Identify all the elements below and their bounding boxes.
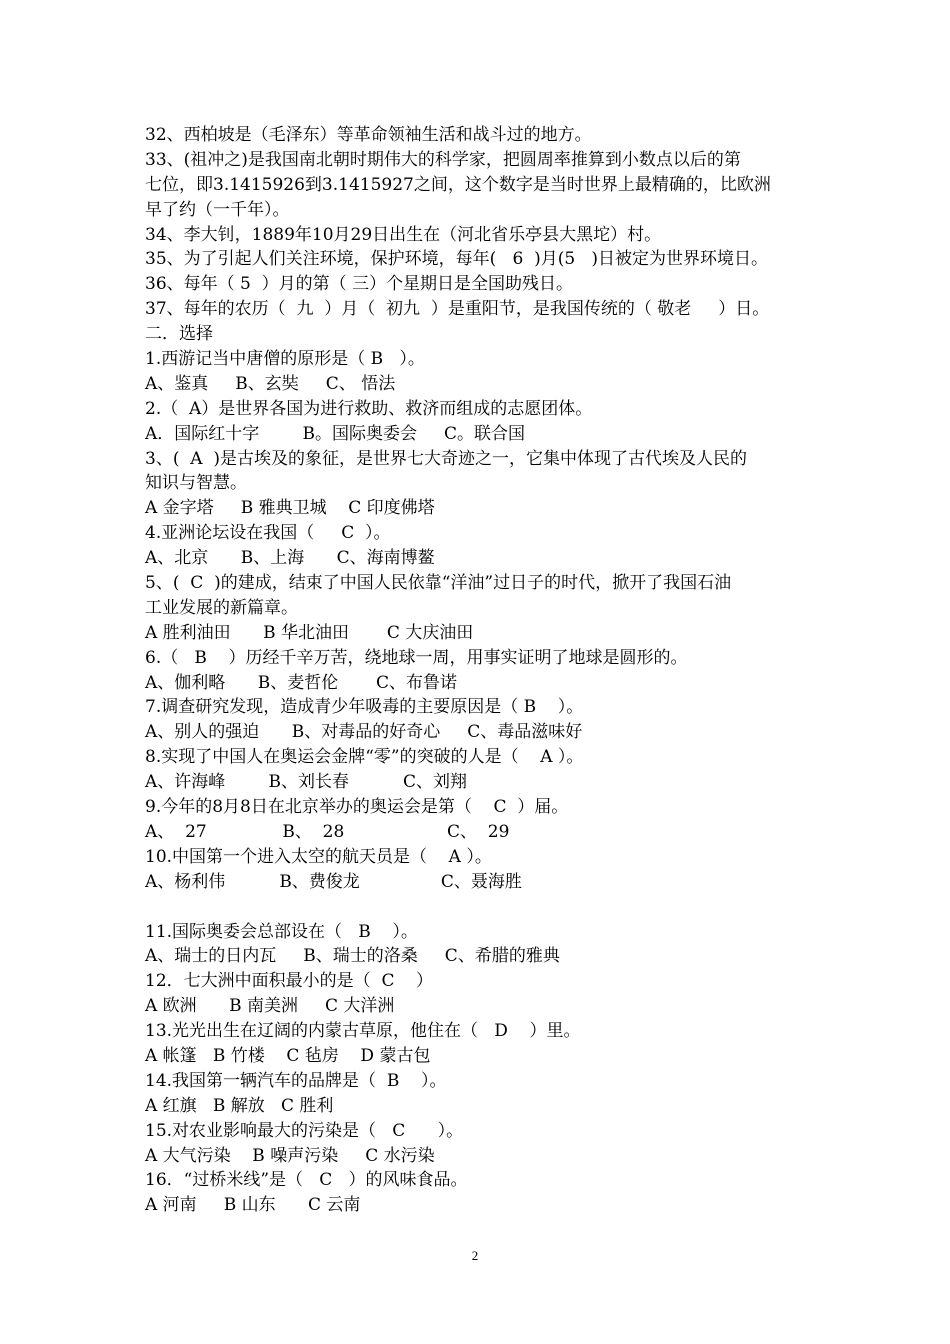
text-line: 33、(祖冲之)是我国南北朝时期伟大的科学家，把圆周率推算到小数点以后的第 [145,149,741,170]
text-line: 早了约（一千年）。 [145,199,290,220]
text-line: 9.今年的8月8日在北京举办的奥运会是第（ C ）届。 [145,797,569,818]
text-line: 七位，即3.1415926到3.1415927之间，这个数字是当时世界上最精确的，比欧洲 [145,174,771,195]
page-number: 2 [471,1248,479,1263]
text-line: A 金字塔 B 雅典卫城 C 印度佛塔 [145,498,435,519]
text-line: A、伽利略 B、麦哲伦 C、布鲁诺 [145,672,458,693]
text-line: A、许海峰 B、刘长春 C、刘翔 [145,772,468,793]
text-line: 34、李大钊，1889年10月29日出生在（河北省乐亭县大黑坨）村。 [145,224,662,245]
text-line: A、杨利伟 B、费俊龙 C、聂海胜 [145,871,522,892]
text-line: 7.调查研究发现，造成青少年吸毒的主要原因是（ B ）。 [145,697,584,718]
text-line: 36、每年（ 5 ）月的第（ 三）个星期日是全国助残日。 [145,274,574,295]
text-line: 37、每年的农历（ 九 ）月（ 初九 ）是重阳节，是我国传统的（ 敬老 ）日。 [145,299,770,320]
text-line: 10.中国第一个进入太空的航天员是（ A ）。 [145,846,492,867]
text-line: 3、( A )是古埃及的象征，是世界七大奇迹之一，它集中体现了古代埃及人民的 [145,448,747,469]
text-line: 5、( C )的建成，结束了中国人民依靠“洋油”过日子的时代，掀开了我国石油 [145,573,732,594]
blank-line [145,895,825,920]
document-body [145,123,825,1218]
text-line: 16．“过桥米线”是（ C ）的风味食品。 [145,1170,468,1191]
text-line: 6.（ B ）历经千辛万苦，绕地球一周，用事实证明了地球是圆形的。 [145,647,688,668]
text-line: 11.国际奥委会总部设在（ B ）。 [145,921,418,942]
text-line: 15.对农业影响最大的污染是（ C ）。 [145,1120,464,1141]
text-line: 4.亚洲论坛设在我国（ C ）。 [145,523,391,544]
text-line: A 大气污染 B 噪声污染 C 水污染 [145,1145,435,1166]
text-line: A、瑞士的日内瓦 B、瑞士的洛桑 C、希腊的雅典 [145,946,560,967]
text-line: 1.西游记当中唐僧的原形是（ B ）。 [145,349,425,370]
text-line: A、别人的强迫 B、对毒品的好奇心 C、毒品滋味好 [145,722,583,743]
text-line: A、北京 B、上海 C、海南博鳌 [145,548,435,569]
text-line: 工业发展的新篇章。 [145,597,298,618]
text-line: A．国际红十字 B。国际奥委会 C。联合国 [145,423,526,444]
text-line: 二．选择 [145,324,213,345]
text-line: A 河南 B 山东 C 云南 [145,1195,361,1216]
text-line: 14.我国第一辆汽车的品牌是（ B ）。 [145,1070,447,1091]
text-line: 8.实现了中国人在奥运会金牌“零”的突破的人是（ A ）。 [145,747,584,768]
text-line: A 红旗 B 解放 C 胜利 [145,1095,334,1116]
text-line: 35、为了引起人们关注环境，保护环境，每年( 6 )月(5 )日被定为世界环境日。 [145,249,769,270]
text-line: A 欧洲 B 南美洲 C 大洋洲 [145,996,395,1017]
text-line: 知识与智慧。 [145,473,247,494]
text-line: 32、西柏坡是（毛泽东）等革命领袖生活和战斗过的地方。 [145,125,592,145]
text-line: A 胜利油田 B 华北油田 C 大庆油田 [145,622,474,643]
text-line: A、鉴真 B、玄奘 C、 悟法 [145,373,396,394]
text-line: 13.光光出生在辽阔的内蒙古草原，他住在（ D ）里。 [145,1021,581,1042]
text-line: A、 27 B、 28 C、 29 [145,821,510,842]
text-line: 12．七大洲中面积最小的是（ C ） [145,971,434,992]
text-line: A 帐篷 B 竹楼 C 毡房 D 蒙古包 [145,1045,431,1066]
text-line: 2.（ A）是世界各国为进行救助、救济而组成的志愿团体。 [145,398,593,419]
